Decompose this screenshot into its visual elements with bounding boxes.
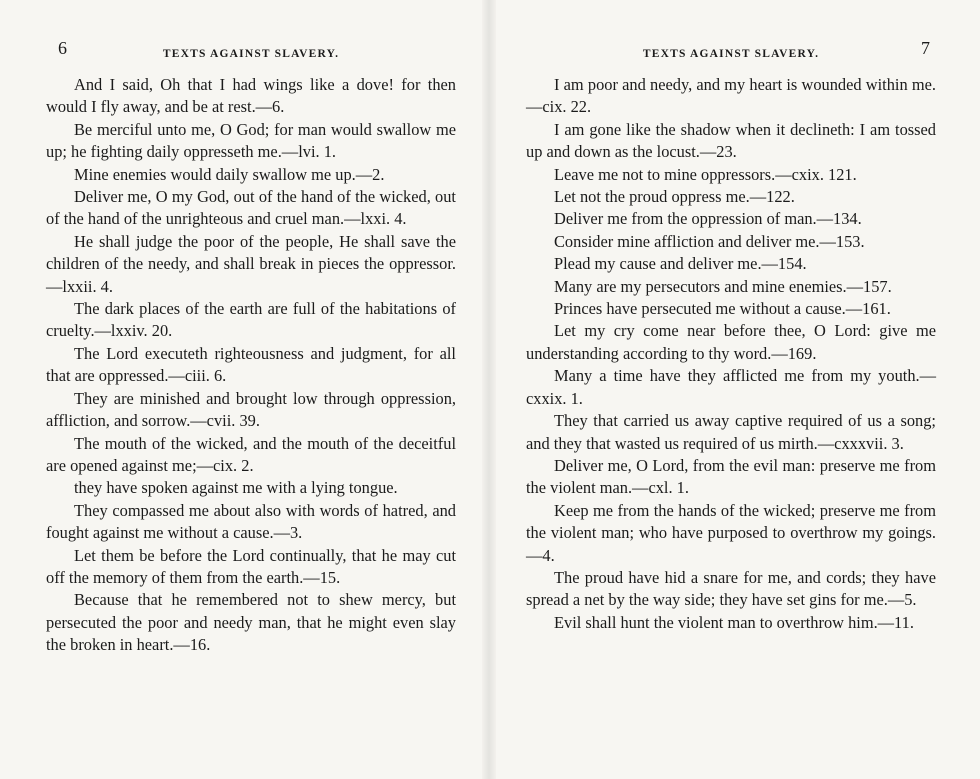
right-page (526, 38, 936, 634)
verse: Deliver me from the oppression of man.—134. (554, 209, 862, 229)
left-page-header (46, 38, 456, 74)
verse: And I said, Oh that I had wings like a dove! for then would I fly away, and be at rest.—6. (46, 75, 456, 117)
left-page-body (46, 74, 456, 657)
right-running-head: TEXTS AGAINST SLAVERY. (642, 48, 820, 60)
verse: Be merciful unto me, O God; for man would swallow me up; he fighting daily oppresseth me.—lvi. 1. (46, 119, 456, 162)
verse: The Lord executeth righteousness and judgment, for all that are oppressed.—ciii. 6. (46, 343, 456, 386)
left-running-head: TEXTS AGAINST SLAVERY. (162, 48, 340, 60)
book-gutter (482, 0, 496, 779)
verse: I am gone like the shadow when it declineth: I am tossed up and down as the locust.—23. (526, 119, 936, 162)
verse: Princes have persecuted me without a cause.—161. (554, 299, 891, 319)
verse: I am poor and needy, and my heart is wounded within me.—cix. 22. (526, 75, 936, 117)
left-page (46, 38, 456, 657)
verse: Deliver me, O my God, out of the hand of the wicked, out of the hand of the unrighteous and cruel man.—lxxi. 4. (46, 187, 456, 229)
right-page-header (526, 38, 936, 74)
verse: He shall judge the poor of the people, He shall save the children of the needy, and shall break in pieces the oppressor.—lxxii. 4. (46, 231, 456, 296)
verse: They compassed me about also with words of hatred, and fought against me without a cause.—3. (46, 500, 456, 543)
verse: Let not the proud oppress me.—122. (554, 187, 795, 207)
verse: They that carried us away captive required of us a song; and they that wasted us required of us mirth.—cxxxvii. 3. (526, 411, 936, 453)
right-page-number: 7 (921, 38, 930, 58)
verse: The dark places of the earth are full of the habitations of cruelty.—lxxiv. 20. (46, 299, 456, 341)
right-page-body (526, 74, 936, 634)
verse: Many are my persecutors and mine enemies.—157. (554, 276, 892, 296)
verse: they have spoken against me with a lying tongue. (74, 478, 398, 498)
verse: Mine enemies would daily swallow me up.—2. (74, 164, 385, 184)
verse: Evil shall hunt the violent man to overthrow him.—11. (554, 612, 914, 632)
verse: Keep me from the hands of the wicked; preserve me from the violent man; who have purposed to overthrow my goings.—4. (526, 500, 936, 565)
verse: Many a time have they afflicted me from my youth.—cxxix. 1. (526, 366, 936, 408)
verse: Plead my cause and deliver me.—154. (554, 254, 807, 274)
verse: Let my cry come near before thee, O Lord: give me understanding according to thy word.—169. (526, 321, 936, 363)
left-page-number: 6 (58, 38, 67, 58)
verse: Deliver me, O Lord, from the evil man: preserve me from the violent man.—cxl. 1. (526, 455, 936, 498)
verse: The proud have hid a snare for me, and cords; they have spread a net by the way side; they have set gins for me.—5. (526, 567, 936, 610)
verse: Leave me not to mine oppressors.—cxix. 121. (554, 164, 857, 184)
verse: Because that he remembered not to shew mercy, but persecuted the poor and needy man, that he might even slay the broken in heart.—16. (46, 590, 456, 655)
verse: Consider mine affliction and deliver me.—153. (554, 231, 865, 251)
verse: They are minished and brought low through oppression, affliction, and sorrow.—cvii. 39. (46, 388, 456, 431)
verse: Let them be before the Lord continually, that he may cut off the memory of them from the earth.—15. (46, 545, 456, 587)
verse: The mouth of the wicked, and the mouth of the deceitful are opened against me;—cix. 2. (46, 433, 456, 475)
